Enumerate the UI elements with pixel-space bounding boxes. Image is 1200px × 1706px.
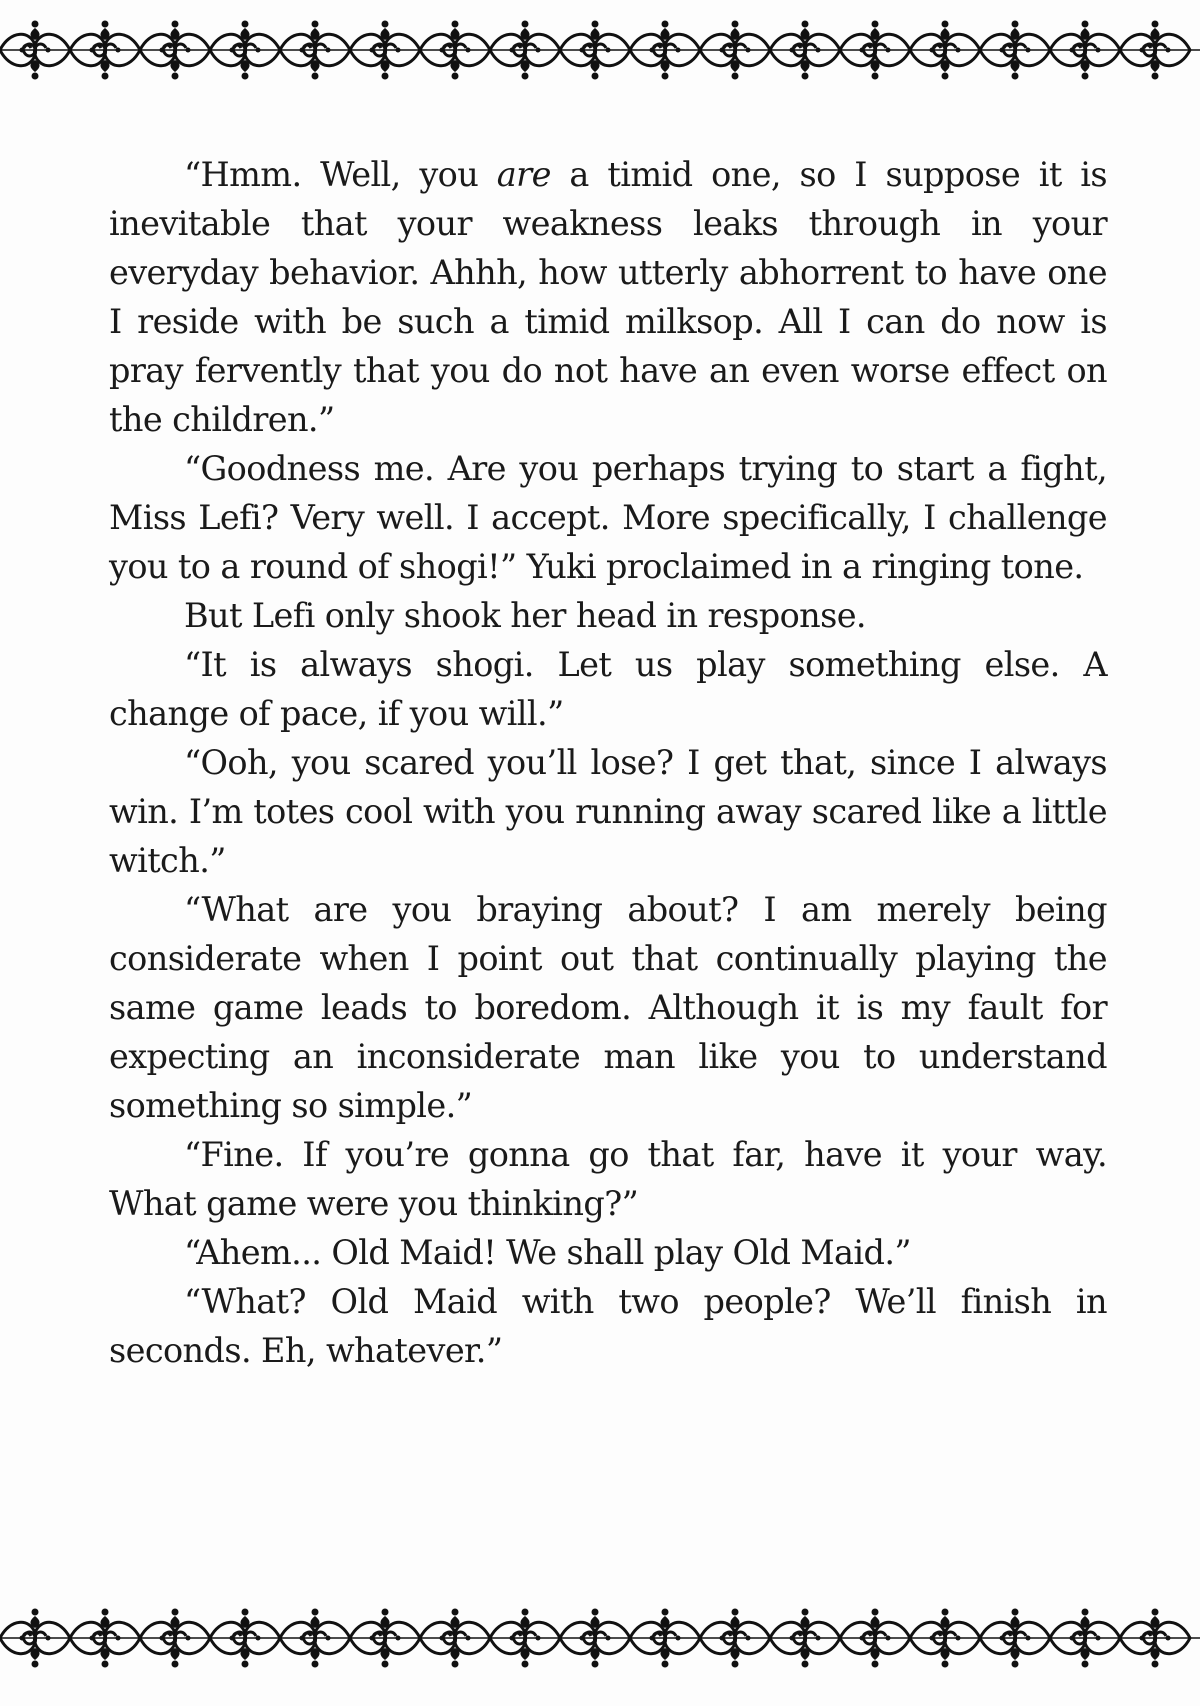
paragraph-8: “Ahem... Old Maid! We shall play Old Maid.” bbox=[184, 1233, 911, 1272]
paragraph-1-text-b: a timid one, so I suppose it is inevitable that your weakness leaks through in your everyday behavior. Ahhh, how utterly abhorrent to have one I reside with be such a timid milksop. All I can do now is pray fervently that you do not have an even worse effect on the children.” bbox=[109, 155, 1107, 439]
paragraph-3: But Lefi only shook her head in response. bbox=[184, 596, 866, 635]
body-text bbox=[109, 150, 1107, 1375]
paragraph-5: “Ooh, you scared you’ll lose? I get that, since I always win. I’m totes cool with you running away scared like a little witch.” bbox=[109, 743, 1107, 880]
paragraph-1 bbox=[109, 150, 1107, 444]
paragraph-9: “What? Old Maid with two people? We’ll finish in seconds. Eh, whatever.” bbox=[109, 1282, 1107, 1370]
ornamental-scroll-border-icon bbox=[0, 1598, 1200, 1678]
paragraph-2: “Goodness me. Are you perhaps trying to start a fight, Miss Lefi? Very well. I accept. More specifically, I challenge you to a round of shogi!” Yuki proclaimed in a ringing tone. bbox=[109, 449, 1107, 586]
paragraph-7: “Fine. If you’re gonna go that far, have it your way. What game were you thinking?” bbox=[109, 1135, 1107, 1223]
bottom-ornamental-border bbox=[0, 1598, 1200, 1678]
ornamental-scroll-border-icon bbox=[0, 10, 1200, 90]
paragraph-6: “What are you braying about? I am merely being considerate when I point out that continually playing the same game leads to boredom. Although it is my fault for expecting an inconsiderate man like you to understand something so simple.” bbox=[109, 890, 1107, 1125]
emphasis-are: are bbox=[496, 155, 551, 194]
paragraph-1-text-a: “Hmm. Well, you bbox=[184, 155, 497, 194]
paragraph-4: “It is always shogi. Let us play something else. A change of pace, if you will.” bbox=[109, 645, 1107, 733]
top-ornamental-border bbox=[0, 10, 1200, 90]
